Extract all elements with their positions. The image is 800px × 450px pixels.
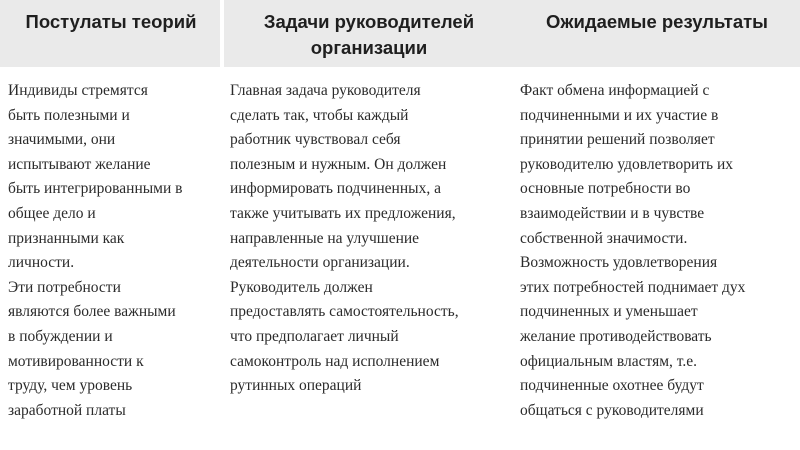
column-expected-results [514, 0, 800, 419]
column-manager-tasks [224, 0, 514, 395]
column-body-text: Индивиды стремятся быть полезными и значимыми, они испытывают желание быть интегрированными в общее дело и признанными как личности. Эти потребности являются более важными в побуждении и мотивированности к труду, чем уровень заработной платы [8, 82, 183, 419]
column-body-text: Главная задача руководителя сделать так, чтобы каждый работник чувствовал себя полезным и нужным. Он должен информировать подчиненных, а также учитывать их предложения, направленные на улучшение деятельности организации. Руководитель должен предоставлять самостоятельность, что предполагает личный самоконтроль над исполнением рутинных операций [230, 82, 459, 395]
column-header: Задачи руководителей организации [224, 0, 514, 67]
column-header: Ожидаемые результаты [514, 0, 800, 67]
column-body-text: Факт обмена информацией с подчиненными и их участие в принятии решений позволяет руководителю удовлетворить их основные потребности во взаимодействии и в чувстве собственной значимости. Возможность удовлетворения этих потребностей поднимает дух подчиненных и уменьшает желание противодействовать официальным властям, т.е. подчиненные охотнее будут общаться с руководителями [520, 82, 746, 419]
column-theory-postulates [0, 0, 220, 419]
column-header: Постулаты теорий [0, 0, 220, 67]
